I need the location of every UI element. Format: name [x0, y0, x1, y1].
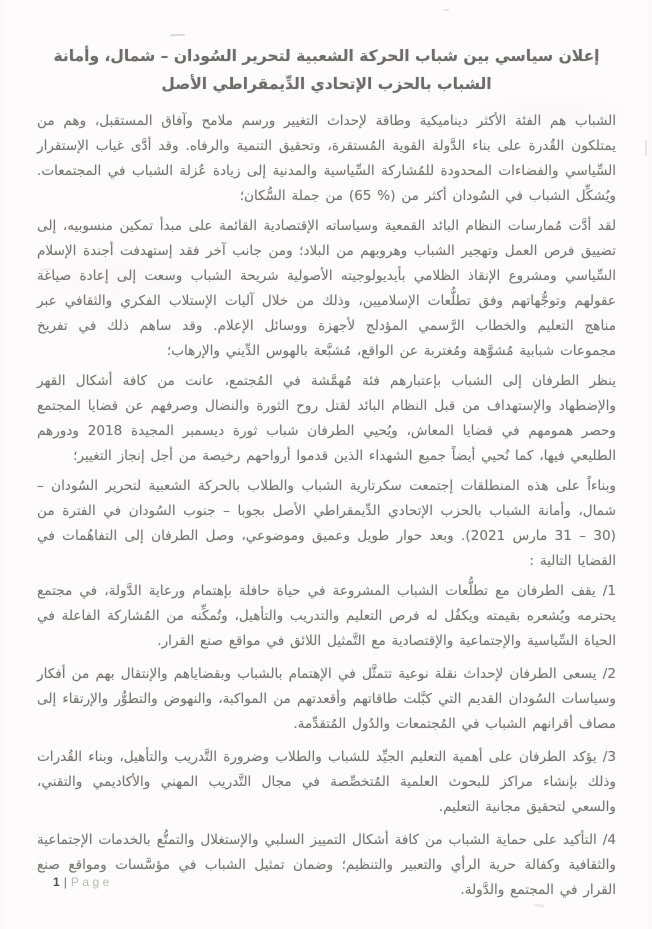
agreement-item-3: 3/ يؤكد الطرفان على أهمية التعليم الجيِّد للشباب والطلاب وضرورة التَّدريب والتأهيل، وبناء القُدرات وذلك بإنشاء مراكز للبحوث العلمية المُتخصِّصة في مجال التَّدريب المهني والأكاديمي والتقني، والسعي لتحقيق مجانية التعليم. — [37, 749, 616, 815]
document-title: إعلان سياسي بين شباب الحركة الشعبية لتحرير السُودان – شمال، وأمانة الشباب بالحزب الإتحادي الدِّيمقراطي الأصل — [53, 47, 600, 93]
page-number: 1 — [53, 875, 61, 889]
agreement-item-1: 1/ يقف الطرفان مع تطلُّعات الشباب المشروعة في حياة حافلة بإهتمام ورعاية الدَّولة، في مجتمع يحترمه ويُشعره بقيمته ويكفُل له فرص التعليم والتدريب والتأهيل، وتُمكِّنه من المُشاركة الفاعلة في الحياة السِّياسية والإجتماعية والإقتصادية مع التَّمثيل اللائق في مواقع صنع القرار. — [37, 583, 616, 649]
paragraph-regime-practices: لقد أدَّت مُمارسات النظام البائد القمعية وسياساته الإقتصادية القائمة على مبدأ تمكين منسوبيه، إلى تضييق فرص العمل وتهجير الشباب وهروبهم من البلاد؛ ومن جانب آخر فقد إستهدفت أجندة الإسلام السِّياسي ومشروع الإنقاذ الظلامي بأيديولوجيته الأصولية شريحة الشباب وسعت إلى إعادة صياغة عقولهم وتوجُّهاتهم وفق تطلُّعات الإسلاميين، وذلك من خلال آليات الإستلاب الفكري والثقافي عبر مناهج التعليم والخطاب الرَّسمي المؤدلج لأجهزة ووسائل الإعلام. وقد ساهم ذلك في تفريخ مجموعات شبابية مُشوَّهة ومُغتربة عن الواقع، مُشبَّعة بالهوس الدِّيني والإرهاب؛ — [37, 218, 616, 359]
agreement-item-4: 4/ التأكيد على حماية الشباب من كافة أشكال التمييز السلبي والإستغلال والتمتُّع بالخدمات الإجتماعية والثقافية وكفالة حرية الرأي والتعبير والتنظيم؛ وضمان تمثيل الشباب في مؤسَّسات ومواقع صنع القرار في المجتمع والدَّولة. — [37, 832, 616, 898]
scan-artifact — [170, 34, 185, 37]
paragraph-meeting-context: وبناءاً على هذه المنطلقات إجتمعت سكرتارية الشباب والطلاب بالحركة الشعبية لتحرير السُودان – شمال، وأمانة الشباب بالحزب الإتحادي الدِّيمقراطي الأصل بجوبا – جنوب السُودان في الفترة من (30 – 31 مارس 2021). وبعد حوار طويل وعميق وموضوعي، وصل الطرفان إلى التفاهُمات في القضايا التالية : — [37, 478, 616, 569]
agreement-item-2: 2/ يسعى الطرفان لإحداث نقلة نوعية تتمثَّل في الإهتمام بالشباب وبقضاياهم والإنتقال بهم من أفكار وسياسات السُودان القديم التي كبَّلت طاقاتهم وأقعدتهم من المواكبة، والنهوض والتطوُّر والإرتقاء إلى مصاف أقرانهم الشباب في المُجتمعات والدُول المُتقدِّمة. — [37, 666, 616, 732]
paragraph-marginalization-revolution: ينظر الطرفان إلى الشباب بإعتبارهم فئة مُهمَّشة في المُجتمع، عانت من كافة أشكال القهر والإضطهاد والإستهداف من قبل النظام البائد لقتل روح الثورة والنضال وصرفهم عن قضايا المجتمع وحصر همومهم في قضايا المعاش، ويُحيي الطرفان شباب ثورة ديسمبر المجيدة 2018 ودورهم الطليعي فيها، كما نُحيي أيضاً جميع الشهداء الذين قدموا أرواحهم رخيصة من أجل إنجاز التغيير؛ — [37, 373, 616, 464]
scan-artifact — [444, 9, 449, 11]
intro-paragraph-youth-role: الشباب هم الفئة الأكثر ديناميكية وطاقة لإحداث التغيير ورسم ملامح وآفاق المستقبل، وهم من يمتلكون القُدرة على بناء الدَّولة القوية المُستقرة، وتحقيق التنمية والرفاه. وقد أدَّى غياب الإستقرار السِّياسي والفضاءات المحدودة للمُشاركة السِّياسية والمدنية إلى زيادة عُزلة الشباب في المجتمعات. ويُشكِّل الشباب في السُودان أكثر من ⁦(65 %)⁩ من جملة السُّكان؛ — [37, 113, 616, 204]
footer-page-label: Page — [70, 875, 113, 889]
footer-separator: | — [63, 875, 67, 889]
document-body — [37, 42, 616, 903]
scan-artifact — [645, 140, 647, 156]
scan-artifact — [534, 903, 544, 907]
page-footer — [53, 875, 113, 889]
